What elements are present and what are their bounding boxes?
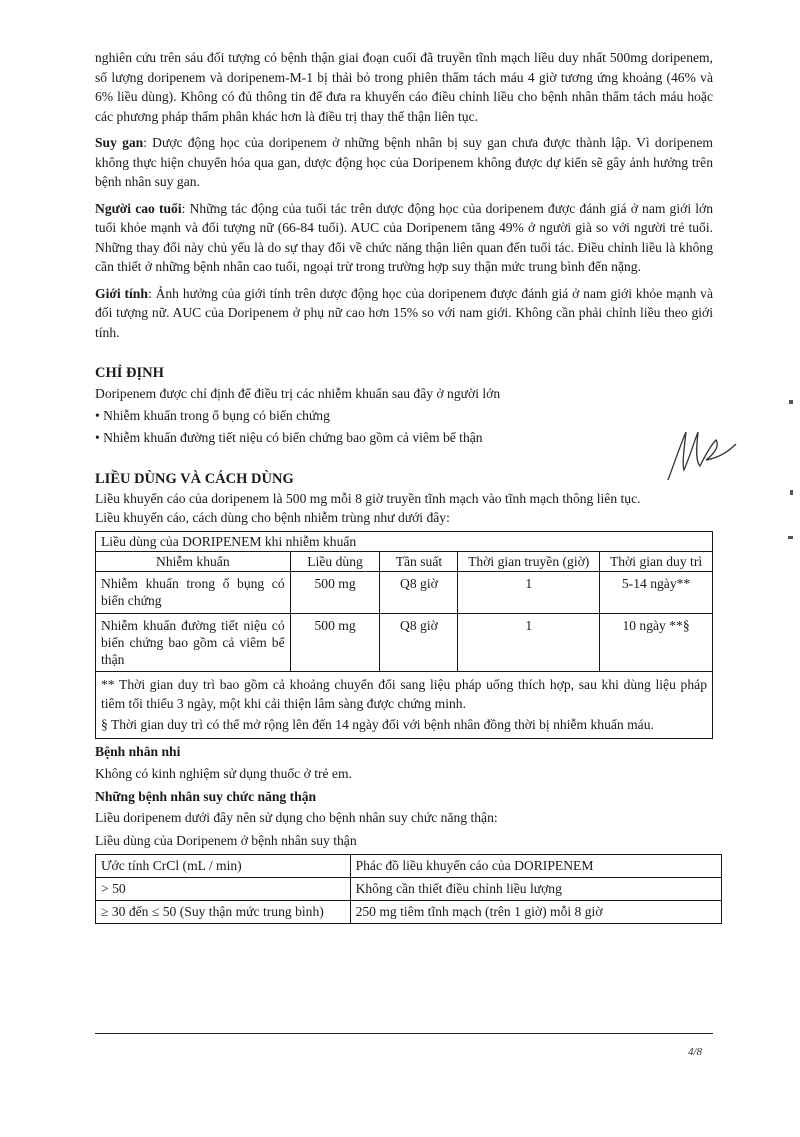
table-notes [96,672,713,739]
elderly-text: : Những tác động của tuổi tác trên dược động học của doripenem được đánh giá ở nam giới lớn tuổi khỏe mạnh và đối tượng nữ (66-84 tuổi). AUC của Doripenem tăng 49% ở người già so với người trẻ tuổi. Những thay đổi này chủ yếu là do sự thay đổi về chức năng thận liên quan đến tuổi tác. Điều chỉnh liều là không cần thiết ở những bệnh nhân cao tuổi, ngoại trừ trong trường hợp suy thận mức trung bình đến nặng. [95,200,713,274]
table-row [96,572,713,614]
indications-intro: Doripenem được chỉ định để điều trị các nhiễm khuẩn sau đây ở người lớn [95,386,501,401]
table-cell: > 50 [96,878,351,901]
dosage-heading: LIỀU DÙNG VÀ CÁCH DÙNG [95,471,294,487]
gender-paragraph [95,284,713,343]
table-header: Liều dùng [290,552,380,572]
table-cell: Q8 giờ [380,572,458,614]
table-header: Phác đồ liều khuyến cáo của DORIPENEM [350,855,721,878]
pediatric-text: Không có kinh nghiệm sử dụng thuốc ở trẻ em. [95,766,352,781]
table-cell: Q8 giờ [380,614,458,672]
renal-caption: Liều dùng của Doripenem ở bệnh nhân suy thận [95,833,357,848]
scan-mark [788,536,793,539]
table-notes-row [96,672,713,739]
gender-text: : Ảnh hưởng của giới tính trên dược động học của doripenem được đánh giá ở nam giới khỏe mạnh và đối tượng nữ. AUC của Doripenem ở phụ nữ cao hơn 15% so với nam giới. Không cần phải chỉnh liều theo giới tính. [95,285,713,340]
table-header: Ước tính CrCl (mL / min) [96,855,351,878]
table-cell: 500 mg [290,572,380,614]
table-header-row [96,855,722,878]
liver-paragraph [95,133,713,192]
table-cell: Không cần thiết điều chỉnh liều lượng [350,878,721,901]
table-row [96,878,722,901]
table-header: Nhiễm khuẩn [96,552,291,572]
table-cell: 5-14 ngày** [600,572,713,614]
table-header-row [96,552,713,572]
table-cell: Nhiễm khuẩn trong ổ bụng có biến chứng [96,572,291,614]
renal-dosage-table [95,854,722,924]
table-cell: 1 [458,614,600,672]
table-cell: 500 mg [290,614,380,672]
liver-label: Suy gan [95,135,144,150]
liver-text: : Dược động học của doripenem ở những bệnh nhân bị suy gan chưa được thành lập. Vì doripenem không thực hiện chuyển hóa qua gan, dược động học của Doripenem không được dự kiến sẽ gây ảnh hưởng trên bệnh nhân suy gan. [95,135,713,189]
table-caption-row [96,532,713,552]
infection-dosage-table [95,531,713,739]
table-cell: 10 ngày **§ [600,614,713,672]
elderly-paragraph [95,199,713,277]
page-number: 4/8 [688,1046,703,1058]
scan-mark [789,400,793,404]
table-cell: 250 mg tiêm tĩnh mạch (trên 1 giờ) mỗi 8 giờ [350,901,721,924]
renal-heading: Những bệnh nhân suy chức năng thận [95,789,317,804]
indication-item: • Nhiễm khuẩn đường tiết niệu có biến chứng bao gồm cả viêm bể thận [95,430,483,445]
pediatric-heading: Bệnh nhân nhi [95,744,181,759]
indications-heading: CHỈ ĐỊNH [95,365,164,381]
table-row [96,614,713,672]
table-header: Thời gian duy trì [600,552,713,572]
renal-paragraph: nghiên cứu trên sáu đối tượng có bệnh thận giai đoạn cuối đã truyền tĩnh mạch liều duy nhất 500mg doripenem, số lượng doripenem và doripenem-M-1 bị thải bỏ trong phiên thẩm tách máu 4 giờ tương ứng khoảng (46% và 6% liều dùng). Không có đủ thông tin để đưa ra khuyến cáo điều chỉnh liều cho bệnh nhân thẩm tách máu hoặc các phương pháp thẩm phân khác hơn là điều trị thay thế thận liên tục. [95,50,713,124]
table-header: Tần suất [380,552,458,572]
table-row [96,901,722,924]
table-header: Thời gian truyền (giờ) [458,552,600,572]
renal-intro: Liều doripenem dưới đây nên sử dụng cho bệnh nhân suy chức năng thận: [95,810,498,825]
indication-item: • Nhiễm khuẩn trong ổ bụng có biến chứng [95,408,330,423]
gender-label: Giới tính [95,285,148,301]
table-note: § Thời gian duy trì có thể mở rộng lên đến 14 ngày đối với bệnh nhân đồng thời bị nhiễm khuẩn máu. [101,717,654,732]
elderly-label: Người cao tuổi [95,200,182,216]
table-cell: 1 [458,572,600,614]
document-page [95,48,713,924]
table-cell: Nhiễm khuẩn đường tiết niệu có biến chứng bao gồm cả viêm bể thận [96,614,291,672]
dosage-intro: Liều khuyến cáo, cách dùng cho bệnh nhiễm trùng như dưới đây: [95,510,450,525]
table-note: ** Thời gian duy trì bao gồm cả khoảng chuyển đổi sang liệu pháp uống thích hợp, sau khi dùng liệu pháp tiêm tối thiểu 3 ngày, một khi cải thiện lâm sàng được chứng minh. [101,677,707,711]
dosage-intro: Liều khuyến cáo của doripenem là 500 mg mỗi 8 giờ truyền tĩnh mạch vào tĩnh mạch thông liên tục. [95,491,641,506]
table-caption: Liều dùng của DORIPENEM khi nhiễm khuẩn [96,532,713,552]
footer-rule [95,1033,713,1034]
scan-mark [790,490,793,495]
signature-mark [660,420,740,485]
table-cell: ≥ 30 đến ≤ 50 (Suy thận mức trung bình) [96,901,351,924]
